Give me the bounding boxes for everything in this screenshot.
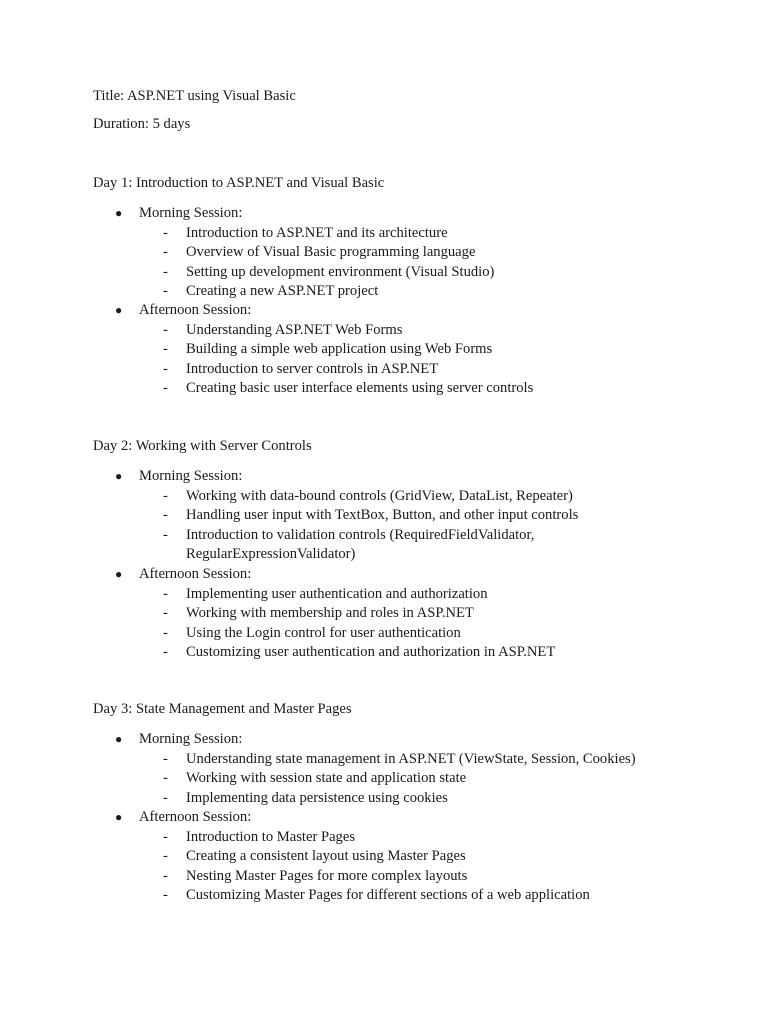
session-label: Morning Session: [139,731,243,747]
bullet-icon: ● [115,810,123,824]
session-label: Afternoon Session: [139,809,252,825]
dash-marker: - [163,283,168,299]
bullet-icon: ● [115,303,123,317]
session-item-list [0,585,768,663]
dash-marker: - [163,585,168,602]
dash-marker: - [163,887,168,903]
session-label: Morning Session: [139,205,243,221]
list-item: - Understanding state management in ASP.NET (ViewState, Session, Cookies) [0,750,646,770]
dash-marker: - [163,341,168,357]
list-item: - Introduction to Master Pages [0,828,646,848]
list-item: - Introduction to ASP.NET and its architecture [0,224,646,244]
dash-marker: - [163,624,168,641]
dash-marker: - [163,867,168,884]
session-item-list [0,487,768,565]
dash-marker: - [163,244,168,260]
list-item: - Introduction to validation controls (RequiredFieldValidator, RegularExpressionValidator) [163,526,535,562]
list-item: - Creating a new ASP.NET project [0,282,646,302]
dash-marker: - [163,644,168,660]
session-label: Afternoon Session: [139,566,252,582]
list-item: - Creating a consistent layout using Master Pages [0,847,646,867]
course-duration: Duration: 5 days [93,116,191,132]
list-item: - Using the Login control for user authentication [0,624,646,644]
dash-marker: - [163,848,168,864]
day-heading: Day 1: Introduction to ASP.NET and Visual Basic [93,175,385,191]
dash-marker: - [163,750,168,767]
list-item: - Working with membership and roles in ASP.NET [0,604,646,624]
dash-marker: - [163,789,168,806]
list-item: - Understanding ASP.NET Web Forms [0,321,646,341]
dash-marker: - [163,507,168,523]
day-heading: Day 3: State Management and Master Pages [93,701,352,717]
session-item-list [0,750,768,809]
dash-marker: - [163,321,168,338]
dash-marker: - [163,487,168,504]
list-item: - Implementing data persistence using cookies [0,789,646,809]
list-item: - Creating basic user interface elements using server controls [0,379,646,399]
list-item: - Working with session state and application state [0,769,646,789]
list-item: - Handling user input with TextBox, Button, and other input controls [0,506,646,526]
bullet-icon: ● [115,469,123,483]
session-label: Afternoon Session: [139,302,252,318]
bullet-icon: ● [115,567,123,581]
list-item: - Setting up development environment (Visual Studio) [0,263,646,283]
dash-marker: - [163,770,168,786]
dash-marker: - [163,360,168,377]
session-item-list [0,828,768,906]
list-item: - Nesting Master Pages for more complex layouts [0,867,646,887]
bullet-icon: ● [115,732,123,746]
list-item: - Implementing user authentication and authorization [0,585,646,605]
list-item: - Introduction to server controls in ASP.NET [0,360,646,380]
list-item: - Customizing Master Pages for different sections of a web application [0,886,646,906]
dash-marker: - [163,828,168,845]
dash-marker: - [163,224,168,241]
list-item: - Working with data-bound controls (GridView, DataList, Repeater) [0,487,646,507]
session-item-list [0,321,768,399]
list-item: - Building a simple web application using Web Forms [0,340,646,360]
list-item: - Customizing user authentication and authorization in ASP.NET [0,643,646,663]
day-heading: Day 2: Working with Server Controls [93,438,312,454]
session-label: Morning Session: [139,468,243,484]
list-item: - Overview of Visual Basic programming language [0,243,646,263]
course-title: Title: ASP.NET using Visual Basic [93,88,296,104]
dash-marker: - [163,263,168,280]
bullet-icon: ● [115,206,123,220]
dash-marker: - [163,526,168,543]
dash-marker: - [163,380,168,396]
session-item-list [0,224,768,302]
dash-marker: - [163,605,168,621]
